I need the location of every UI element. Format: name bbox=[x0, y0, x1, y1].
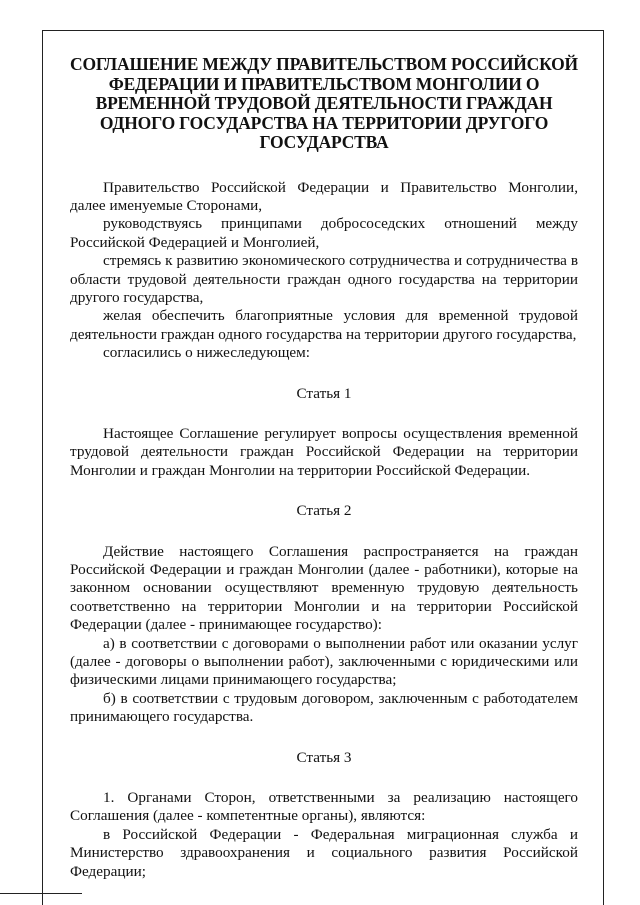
article-3-paragraph: в Российской Федерации - Федеральная миграционная служба и Министерство здравоохранения и социального развития Российской Федерации; bbox=[70, 825, 578, 880]
page-frame-right bbox=[603, 30, 604, 905]
article-2-item-b: б) в соответствии с трудовым договором, заключенным с работодателем принимающего государства. bbox=[70, 689, 578, 726]
article-3-heading: Статья 3 bbox=[296, 748, 352, 766]
article-2-heading: Статья 2 bbox=[296, 502, 352, 520]
document-title: СОГЛАШЕНИЕ МЕЖДУ ПРАВИТЕЛЬСТВОМ РОССИЙСКОЙ ФЕДЕРАЦИИ И ПРАВИТЕЛЬСТВОМ МОНГОЛИИ О ВРЕМЕННОЙ ТРУДОВОЙ ДЕЯТЕЛЬНОСТИ ГРАЖДАН ОДНОГО ГОСУДАРСТВА НА ТЕРРИТОРИИ ДРУГОГО ГОСУДАРСТВА bbox=[70, 54, 578, 152]
page-frame-top bbox=[42, 30, 604, 31]
article-3-paragraph: 1. Органами Сторон, ответственными за реализацию настоящего Соглашения (далее - компетентные органы), являются: bbox=[70, 789, 578, 825]
page-footer-rule bbox=[0, 893, 82, 894]
preamble-paragraph: согласились о нижеследующем: bbox=[103, 344, 311, 362]
preamble-paragraph: Правительство Российской Федерации и Правительство Монголии, далее именуемые Сторонами, bbox=[70, 178, 578, 214]
preamble bbox=[70, 179, 578, 363]
page-frame-left bbox=[42, 30, 43, 905]
preamble-paragraph: стремясь к развитию экономического сотрудничества и сотрудничества в области трудовой деятельности граждан одного государства на территории другого государства, bbox=[70, 252, 578, 306]
document-body bbox=[70, 55, 578, 881]
preamble-paragraph: желая обеспечить благоприятные условия для временной трудовой деятельности граждан одного государства на территории другого государства, bbox=[70, 307, 578, 343]
article-1-paragraph: Настоящее Соглашение регулирует вопросы осуществления временной трудовой деятельности граждан Российской Федерации на территории Монголии и граждан Монголии на территории Российской Федерации. bbox=[70, 424, 578, 479]
article-2-paragraph: Действие настоящего Соглашения распространяется на граждан Российской Федерации и граждан Монголии (далее - работники), которые на законном основании осуществляют временную трудовую деятельность соответственно на территории Монголии и на территории Российской Федерации (далее - принимающее государство): bbox=[70, 542, 578, 634]
article-2-item-a: а) в соответствии с договорами о выполнении работ или оказании услуг (далее - договоры о выполнении работ), заключенными с юридическими или физическими лицами принимающего государства; bbox=[70, 634, 578, 689]
article-1-heading: Статья 1 bbox=[296, 384, 352, 402]
preamble-paragraph: руководствуясь принципами добрососедских отношений между Российской Федерацией и Монголией, bbox=[70, 215, 578, 251]
